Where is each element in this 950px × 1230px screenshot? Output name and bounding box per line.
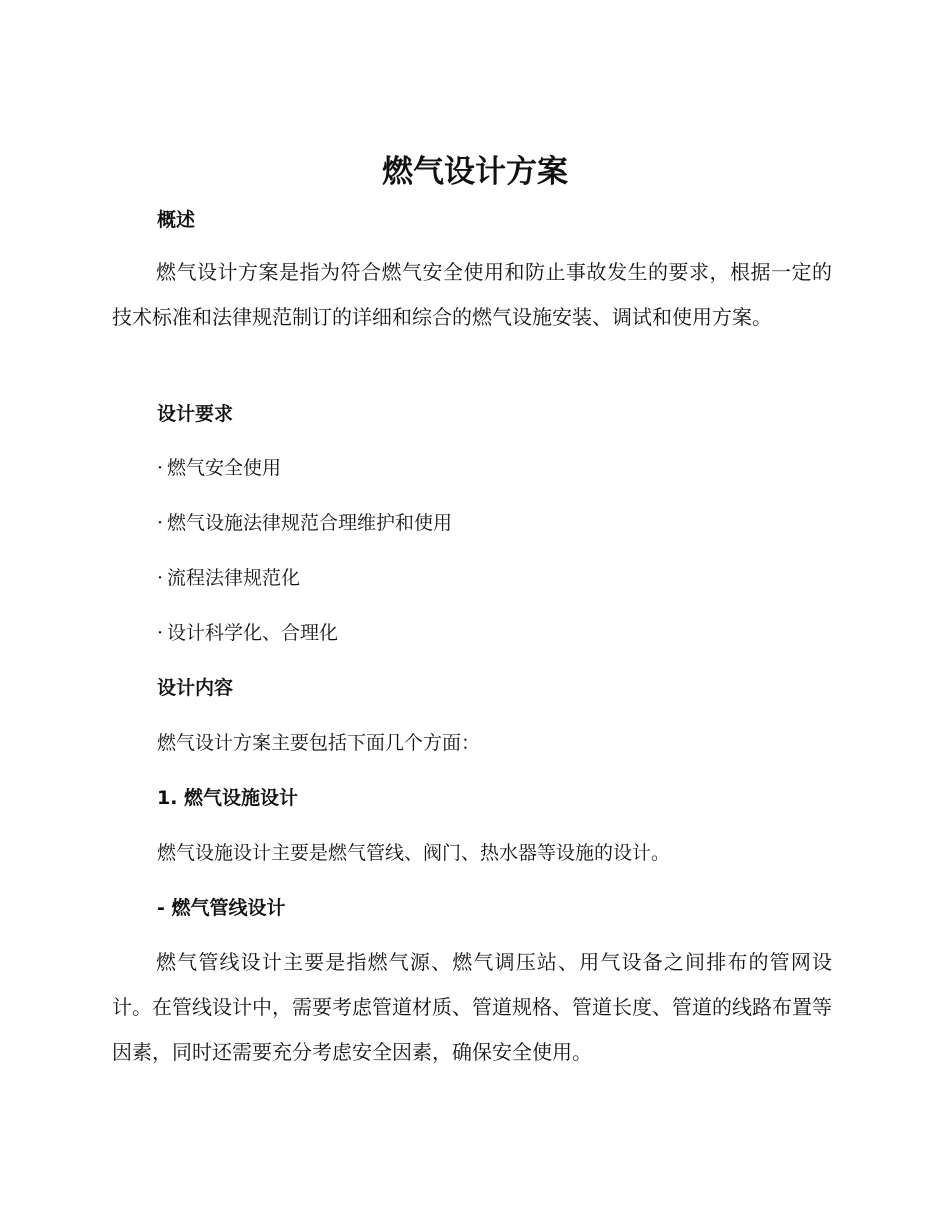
bullet-dot: · bbox=[157, 457, 164, 479]
content-intro: 燃气设计方案主要包括下面几个方面： bbox=[157, 732, 481, 754]
section-heading-requirements: 设计要求 bbox=[157, 403, 234, 425]
section-heading-content: 设计内容 bbox=[157, 677, 234, 699]
document-title: 燃气设计方案 bbox=[382, 154, 568, 190]
facility-design-text: 燃气设施设计主要是燃气管线、阀门、热水器等设施的设计。 bbox=[157, 842, 671, 864]
requirement-item bbox=[157, 619, 338, 647]
subsection-heading-facility-design: 1. 燃气设施设计 bbox=[157, 787, 299, 809]
bullet-dot: · bbox=[157, 512, 164, 534]
section-heading-overview: 概述 bbox=[157, 209, 196, 231]
bullet-dot: · bbox=[157, 567, 164, 589]
requirement-item-text: 设计科学化、合理化 bbox=[167, 622, 339, 644]
overview-paragraph: 燃气设计方案是指为符合燃气安全使用和防止事故发生的要求，根据一定的技术标准和法律规范制订的详细和综合的燃气设施安装、调试和使用方案。 bbox=[112, 260, 832, 329]
requirement-item-text: 燃气安全使用 bbox=[167, 457, 282, 479]
requirement-item-text: 燃气设施法律规范合理维护和使用 bbox=[167, 512, 453, 534]
requirement-item bbox=[157, 564, 300, 592]
requirement-item bbox=[157, 509, 452, 537]
requirement-item bbox=[157, 454, 281, 482]
pipeline-design-paragraph: 燃气管线设计主要是指燃气源、燃气调压站、用气设备之间排布的管网设计。在管线设计中，需要考虑管道材质、管道规格、管道长度、管道的线路布置等因素，同时还需要充分考虑安全因素，确保安全使用。 bbox=[112, 950, 832, 1064]
bullet-dot: · bbox=[157, 622, 164, 644]
subsection-heading-pipeline-design: - 燃气管线设计 bbox=[157, 897, 286, 919]
requirement-item-text: 流程法律规范化 bbox=[167, 567, 301, 589]
